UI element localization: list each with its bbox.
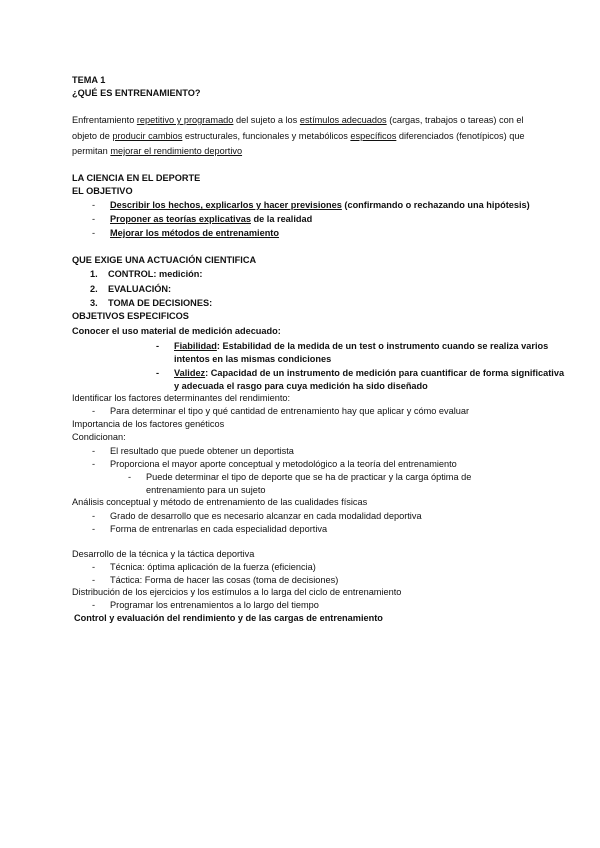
- fiabilidad-line-1: [174, 340, 548, 352]
- objetivo-item-underlined: Describir los hechos, explicarlos y hacer previsiones: [110, 200, 342, 210]
- validez-label: Validez: [174, 368, 206, 378]
- definition-underlined: estímulos adecuados: [299, 115, 387, 125]
- definition-text: Enfrentamiento: [72, 115, 135, 125]
- definition-line-3: [72, 145, 242, 157]
- step-text: EVALUACIÓN:: [108, 284, 172, 294]
- conocer-line: Conocer el uso material de medición adecuado:: [72, 326, 281, 336]
- definition-underlined: específicos: [350, 131, 397, 141]
- validez-text: : Capacidad de un instrumento de medición para cuantificar de forma significativa: [205, 368, 565, 378]
- definition-underlined: producir cambios: [112, 131, 183, 141]
- identificar-item: Para determinar el tipo y qué cantidad de entrenamiento hay que aplicar y cómo evaluar: [110, 406, 470, 416]
- definition-line-2: [72, 130, 525, 142]
- identificar-line: Identificar los factores determinantes del rendimiento:: [72, 393, 291, 403]
- subheading-objetivos-especificos: OBJETIVOS ESPECIFICOS: [72, 311, 189, 321]
- section-heading-actuacion: QUE EXIGE UNA ACTUACIÓN CIENTIFICA: [72, 255, 257, 265]
- bullet-marker: -: [92, 228, 96, 238]
- bullet-marker: -: [92, 446, 96, 456]
- validez-line-1: [174, 367, 564, 379]
- condicionan-item: Proporciona el mayor aporte conceptual y metodológico a la teoría del entrenamiento: [110, 459, 457, 469]
- step-number: 3.: [90, 298, 98, 308]
- condicionan-item: El resultado que puede obtener un deportista: [110, 446, 294, 456]
- definition-text: del sujeto a los: [235, 115, 298, 125]
- importancia-line: Importancia de los factores genéticos: [72, 419, 225, 429]
- fiabilidad-line-2: intentos en las mismas condiciones: [174, 354, 332, 364]
- condicionan-subitem-line-1: Puede determinar el tipo de deporte que se ha de practicar y la carga óptima de: [146, 472, 472, 482]
- step-number: 2.: [90, 284, 98, 294]
- page-question: ¿QUÉ ES ENTRENAMIENTO?: [72, 88, 201, 98]
- definition-underlined: mejorar el rendimiento deportivo: [110, 146, 243, 156]
- definition-text: diferenciados (fenotípicos) que: [398, 131, 525, 141]
- analisis-item: Forma de entrenarlas en cada especialidad deportiva: [110, 524, 328, 534]
- bullet-marker: -: [156, 368, 160, 378]
- distribucion-item: Programar los entrenamientos a lo largo del tiempo: [110, 600, 319, 610]
- validez-line-2: y adecuada el rasgo para cuya medición ha sido diseñado: [174, 381, 428, 391]
- objetivo-item: [110, 213, 312, 225]
- condicionan-subitem-line-2: entrenamiento para un sujeto: [146, 485, 266, 495]
- condicionan-line: Condicionan:: [72, 432, 126, 442]
- bullet-marker: -: [156, 341, 160, 351]
- tactica-item: Táctica: Forma de hacer las cosas (toma de decisiones): [110, 575, 339, 585]
- objetivo-item-rest: de la realidad: [250, 214, 313, 224]
- tecnica-item: Técnica: óptima aplicación de la fuerza (eficiencia): [110, 562, 316, 572]
- bullet-marker: -: [92, 575, 96, 585]
- objetivo-item: [110, 227, 279, 239]
- analisis-line: Análisis conceptual y método de entrenamiento de las cualidades físicas: [72, 497, 368, 507]
- definition-underlined: repetitivo y programado: [136, 115, 234, 125]
- control-line: Control y evaluación del rendimiento y de las cargas de entrenamiento: [74, 613, 383, 623]
- definition-text: (cargas, trabajos o tareas) con el: [389, 115, 524, 125]
- analisis-item: Grado de desarrollo que es necesario alcanzar en cada modalidad deportiva: [110, 511, 422, 521]
- bullet-marker: -: [92, 600, 96, 610]
- bullet-marker: -: [92, 562, 96, 572]
- bullet-marker: -: [92, 406, 96, 416]
- distribucion-line: Distribución de los ejercicios y los estímulos a lo larga del ciclo de entrenamiento: [72, 587, 402, 597]
- bullet-marker: -: [128, 472, 132, 482]
- definition-text: estructurales, funcionales y metabólicos: [184, 131, 348, 141]
- step-number: 1.: [90, 269, 98, 279]
- bullet-marker: -: [92, 200, 96, 210]
- bullet-marker: -: [92, 459, 96, 469]
- objetivo-item-underlined: Mejorar los métodos de entrenamiento: [110, 228, 279, 238]
- definition-text: permitan: [72, 146, 108, 156]
- subheading-objetivo: EL OBJETIVO: [72, 186, 133, 196]
- objetivo-item: [110, 199, 530, 211]
- bullet-marker: -: [92, 214, 96, 224]
- objetivo-item-underlined: Proponer as teorías explicativas: [110, 214, 251, 224]
- definition-text: objeto de: [72, 131, 110, 141]
- desarrollo-line: Desarrollo de la técnica y la táctica deportiva: [72, 549, 255, 559]
- bullet-marker: -: [92, 511, 96, 521]
- fiabilidad-text: : Estabilidad de la medida de un test o instrumento cuando se realiza varios: [216, 341, 549, 351]
- bullet-marker: -: [92, 524, 96, 534]
- step-text: CONTROL: medición:: [108, 269, 203, 279]
- tema-title: TEMA 1: [72, 75, 106, 85]
- section-heading-ciencia: LA CIENCIA EN EL DEPORTE: [72, 173, 201, 183]
- fiabilidad-label: Fiabilidad: [174, 341, 217, 351]
- step-text: TOMA DE DECISIONES:: [108, 298, 213, 308]
- objetivo-item-rest: (confirmando o rechazando una hipótesis): [341, 200, 530, 210]
- definition-line-1: [72, 114, 524, 126]
